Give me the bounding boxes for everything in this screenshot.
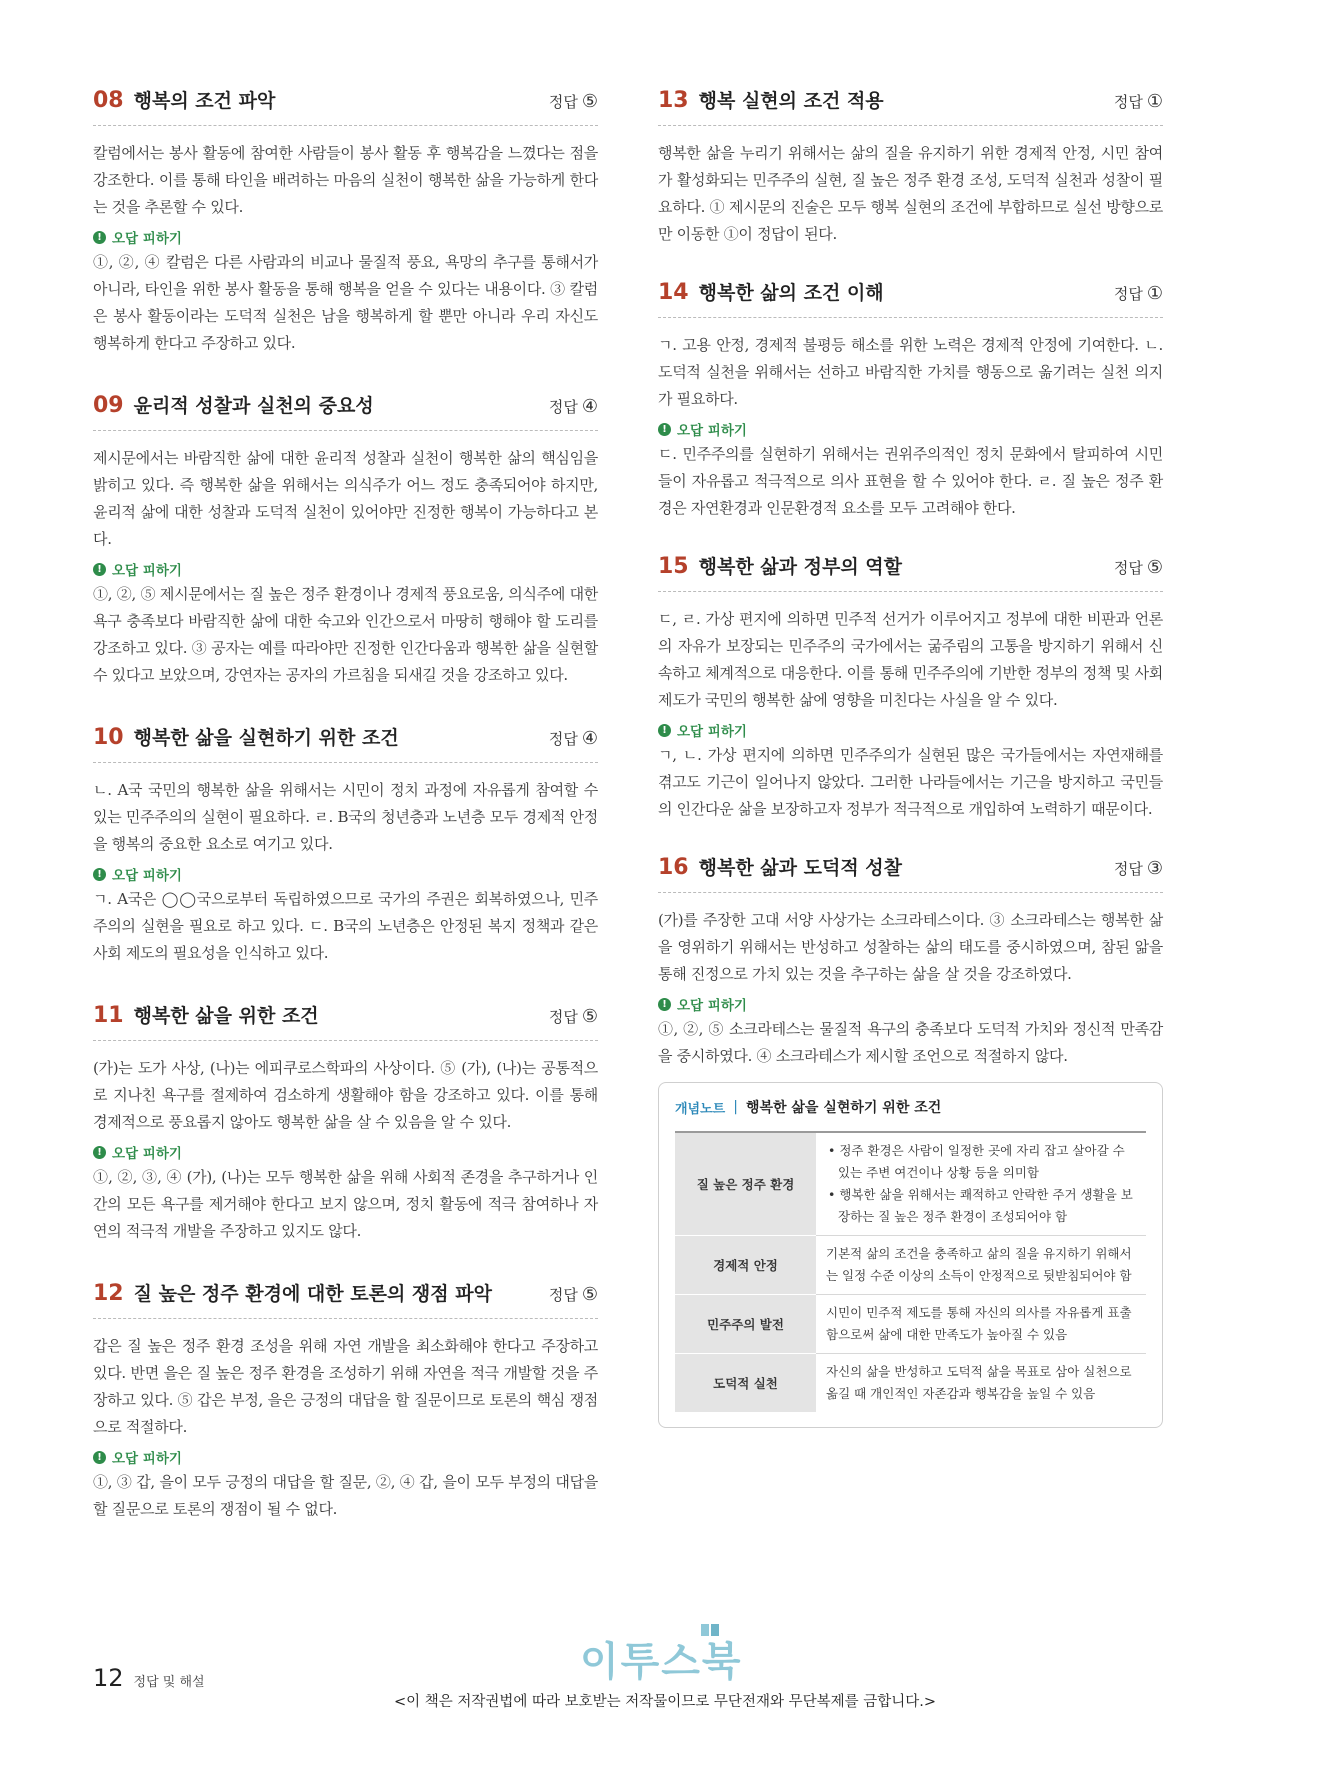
row-value: 시민이 민주적 제도를 통해 자신의 의사를 자유롭게 표출함으로써 삶에 대한 만족도가 높아질 수 있음 bbox=[816, 1295, 1146, 1354]
question-16 bbox=[658, 853, 1163, 1070]
answer bbox=[1114, 283, 1163, 304]
exclamation-icon: ! bbox=[93, 563, 106, 576]
explanation: ㄱ. 고용 안정, 경제적 불평등 해소를 위한 노력은 경제적 안정에 기여한다. ㄴ. 도덕적 실천을 위해서는 선하고 바람직한 가치를 행동으로 옮기려는 실천 의지가 필요하다. bbox=[658, 336, 1163, 408]
table-row bbox=[675, 1132, 1146, 1236]
answer-label: 정답 bbox=[1113, 559, 1143, 577]
concept-table bbox=[675, 1131, 1146, 1413]
exclamation-icon: ! bbox=[93, 231, 106, 244]
question-heading bbox=[658, 278, 884, 305]
concept-note-title: 행복한 삶을 실현하기 위한 조건 bbox=[745, 1100, 942, 1116]
question-title: 윤리적 성찰과 실천의 중요성 bbox=[133, 395, 374, 417]
avoid-label: 오답 피하기 bbox=[112, 1146, 182, 1162]
answer-mark: ⑤ bbox=[581, 1284, 598, 1305]
question-09 bbox=[93, 391, 598, 689]
question-title: 행복의 조건 파악 bbox=[133, 90, 276, 112]
answer-mark: ⑤ bbox=[581, 91, 598, 112]
avoid-explanation: ①, ②, ③, ④ (가), (나)는 모두 행복한 삶을 위해 사회적 존경을 추구하거나 인간의 모든 욕구를 제거해야 한다고 보지 않으며, 정치 활동에 적극 참여하나 자연의 적극적 개발을 주장하고 있지도 않다. bbox=[93, 1168, 598, 1240]
avoid-explanation: ①, ③ 갑, 을이 모두 긍정의 대답을 할 질문, ②, ④ 갑, 을이 모두 부정의 대답을 할 질문으로 토론의 쟁점이 될 수 없다. bbox=[93, 1473, 598, 1518]
answer bbox=[549, 91, 598, 112]
answer bbox=[549, 1284, 598, 1305]
right-column bbox=[658, 86, 1163, 1428]
question-heading bbox=[658, 552, 902, 579]
answer-label: 정답 bbox=[548, 93, 578, 111]
avoid-label: 오답 피하기 bbox=[112, 563, 182, 579]
question-title: 행복한 삶의 조건 이해 bbox=[698, 282, 884, 304]
avoid-heading bbox=[658, 994, 1163, 1014]
row-key: 도덕적 실천 bbox=[675, 1354, 816, 1413]
row-key: 질 높은 정주 환경 bbox=[675, 1132, 816, 1236]
concept-note-tag: 개념노트 bbox=[675, 1101, 726, 1117]
exclamation-icon: ! bbox=[93, 868, 106, 881]
question-title: 행복한 삶과 정부의 역할 bbox=[698, 556, 903, 578]
answer-label: 정답 bbox=[548, 398, 578, 416]
question-title: 질 높은 정주 환경에 대한 토론의 쟁점 파악 bbox=[133, 1283, 492, 1305]
row-value: 기본적 삶의 조건을 충족하고 삶의 질을 유지하기 위해서는 일정 수준 이상의 소득이 안정적으로 뒷받침되어야 함 bbox=[816, 1236, 1146, 1295]
answer bbox=[1114, 557, 1163, 578]
question-header bbox=[658, 853, 1163, 893]
question-10 bbox=[93, 723, 598, 967]
answer-mark: ⑤ bbox=[581, 1006, 598, 1027]
answer bbox=[549, 728, 598, 749]
question-header bbox=[658, 552, 1163, 592]
avoid-heading bbox=[93, 227, 598, 247]
question-08 bbox=[93, 86, 598, 357]
avoid-heading bbox=[93, 1447, 598, 1467]
question-number: 16 bbox=[658, 855, 689, 880]
avoid-heading bbox=[93, 1142, 598, 1162]
question-header bbox=[93, 86, 598, 126]
answer bbox=[1114, 858, 1163, 879]
answer-label: 정답 bbox=[1113, 285, 1143, 303]
answer-label: 정답 bbox=[1113, 93, 1143, 111]
avoid-explanation: ㄱ, ㄴ. 가상 편지에 의하면 민주주의가 실현된 많은 국가들에서는 자연재해를 겪고도 기근이 일어나지 않았다. 그러한 나라들에서는 기근을 방지하고 국민들의 인간다운 삶을 보장하고자 정부가 적극적으로 개입하여 노력하기 때문이다. bbox=[658, 746, 1163, 818]
avoid-label: 오답 피하기 bbox=[112, 868, 182, 884]
question-13 bbox=[658, 86, 1163, 248]
question-heading bbox=[93, 1279, 492, 1306]
book-icon bbox=[700, 1622, 720, 1638]
explanation: 칼럼에서는 봉사 활동에 참여한 사람들이 봉사 활동 후 행복감을 느꼈다는 점을 강조한다. 이를 통해 타인을 배려하는 마음의 실천이 행복한 삶을 가능하게 한다는 것을 추론할 수 있다. bbox=[93, 144, 598, 216]
avoid-label: 오답 피하기 bbox=[112, 1451, 182, 1467]
question-heading bbox=[658, 853, 902, 880]
avoid-explanation: ①, ②, ⑤ 소크라테스는 물질적 욕구의 충족보다 도덕적 가치와 정신적 만족감을 중시하였다. ④ 소크라테스가 제시할 조언으로 적절하지 않다. bbox=[658, 1020, 1163, 1065]
avoid-label: 오답 피하기 bbox=[677, 998, 747, 1014]
explanation: 갑은 질 높은 정주 환경 조성을 위해 자연 개발을 최소화해야 한다고 주장하고 있다. 반면 을은 질 높은 정주 환경을 조성하기 위해 자연을 적극 개발할 것을 주장하고 있다. ⑤ 갑은 부정, 을은 긍정의 대답을 할 질문이므로 토론의 핵심 쟁점으로 적절하다. bbox=[93, 1337, 598, 1436]
answer-mark: ④ bbox=[581, 396, 598, 417]
table-row bbox=[675, 1236, 1146, 1295]
question-heading bbox=[93, 391, 374, 418]
question-heading bbox=[658, 86, 884, 113]
avoid-explanation: ①, ②, ④ 칼럼은 다른 사람과의 비교나 물질적 풍요, 욕망의 추구를 통해서가 아니라, 타인을 위한 봉사 활동을 통해 행복을 얻을 수 있다는 내용이다. ③ 칼럼은 봉사 활동이라는 도덕적 실천은 남을 행복하게 할 뿐만 아니라 우리 자신도 행복하게 한다고 주장하고 있다. bbox=[93, 253, 598, 352]
avoid-explanation: ㄱ. A국은 ◯◯국으로부터 독립하였으므로 국가의 주권은 회복하였으나, 민주주의의 실현을 필요로 하고 있다. ㄷ. B국의 노년층은 안정된 복지 정책과 같은 사회 제도의 필요성을 인식하고 있다. bbox=[93, 890, 598, 962]
copyright-notice: <이 책은 저작권법에 따라 보호받는 저작물이므로 무단전재와 무단복제를 금합니다.> bbox=[393, 1694, 937, 1710]
avoid-heading bbox=[658, 419, 1163, 439]
question-number: 09 bbox=[93, 393, 124, 418]
question-number: 15 bbox=[658, 554, 689, 579]
question-heading bbox=[93, 86, 275, 113]
question-number: 08 bbox=[93, 88, 124, 113]
question-number: 10 bbox=[93, 725, 124, 750]
table-row bbox=[675, 1354, 1146, 1413]
answer-label: 정답 bbox=[548, 1286, 578, 1304]
question-heading bbox=[93, 1001, 319, 1028]
explanation: 행복한 삶을 누리기 위해서는 삶의 질을 유지하기 위한 경제적 안정, 시민 참여가 활성화되는 민주주의 실현, 질 높은 정주 환경 조성, 도덕적 실천과 성찰이 필요하다. ① 제시문의 진술은 모두 행복 실현의 조건에 부합하므로 실선 방향으로만 이동한 ①이 정답이 된다. bbox=[658, 144, 1163, 243]
question-title: 행복한 삶을 위한 조건 bbox=[133, 1005, 319, 1027]
avoid-heading bbox=[658, 720, 1163, 740]
exclamation-icon: ! bbox=[658, 423, 671, 436]
question-header bbox=[658, 86, 1163, 126]
concept-note bbox=[658, 1082, 1163, 1428]
question-number: 11 bbox=[93, 1003, 124, 1028]
question-number: 12 bbox=[93, 1281, 124, 1306]
table-row bbox=[675, 1295, 1146, 1354]
page-footer bbox=[93, 1664, 205, 1692]
answer-mark: ③ bbox=[1146, 858, 1163, 879]
page-label: 정답 및 해설 bbox=[133, 1675, 205, 1690]
question-12 bbox=[93, 1279, 598, 1523]
avoid-heading bbox=[93, 864, 598, 884]
row-value: 자신의 삶을 반성하고 도덕적 삶을 목표로 삼아 실천으로 옮길 때 개인적인 자존감과 행복감을 높일 수 있음 bbox=[826, 1364, 1132, 1401]
question-header bbox=[93, 391, 598, 431]
exclamation-icon: ! bbox=[93, 1451, 106, 1464]
question-11 bbox=[93, 1001, 598, 1245]
avoid-heading bbox=[93, 559, 598, 579]
exclamation-icon: ! bbox=[93, 1146, 106, 1159]
exclamation-icon: ! bbox=[658, 998, 671, 1011]
answer bbox=[1114, 91, 1163, 112]
question-title: 행복 실현의 조건 적용 bbox=[698, 90, 884, 112]
answer-mark: ④ bbox=[581, 728, 598, 749]
avoid-explanation: ①, ②, ⑤ 제시문에서는 질 높은 정주 환경이나 경제적 풍요로움, 의식주에 대한 욕구 충족보다 바람직한 삶에 대한 숙고와 인간으로서 마땅히 행해야 할 도리를 강조하고 있다. ③ 공자는 예를 따라야만 진정한 인간다움과 행복한 삶을 실현할 수 있다고 보았으며, 강연자는 공자의 가르침을 되새길 것을 강조하고 있다. bbox=[93, 585, 598, 684]
publisher-logo: 이투스북 bbox=[580, 1639, 743, 1685]
row-key: 민주주의 발전 bbox=[675, 1295, 816, 1354]
question-heading bbox=[93, 723, 399, 750]
page-number: 12 bbox=[93, 1664, 124, 1692]
answer-mark: ① bbox=[1146, 283, 1163, 304]
explanation: (가)를 주장한 고대 서양 사상가는 소크라테스이다. ③ 소크라테스는 행복한 삶을 영위하기 위해서는 반성하고 성찰하는 삶의 태도를 중시하였으며, 참된 앎을 통해 진정으로 가치 있는 것을 추구하는 삶을 살 것을 강조하였다. bbox=[658, 911, 1163, 983]
question-number: 13 bbox=[658, 88, 689, 113]
row-key: 경제적 안정 bbox=[675, 1236, 816, 1295]
answer-label: 정답 bbox=[548, 1008, 578, 1026]
question-number: 14 bbox=[658, 280, 689, 305]
question-header bbox=[93, 1001, 598, 1041]
answer-mark: ① bbox=[1146, 91, 1163, 112]
concept-note-header bbox=[675, 1097, 1146, 1117]
answer-mark: ⑤ bbox=[1146, 557, 1163, 578]
divider: | bbox=[733, 1099, 738, 1115]
answer bbox=[549, 1006, 598, 1027]
avoid-label: 오답 피하기 bbox=[112, 231, 182, 247]
explanation: (가)는 도가 사상, (나)는 에피쿠로스학파의 사상이다. ⑤ (가), (나)는 공통적으로 지나친 욕구를 절제하여 검소하게 생활해야 함을 강조하고 있다. 이를 통해 경제적으로 풍요롭지 않아도 행복한 삶을 살 수 있음을 알 수 있다. bbox=[93, 1059, 598, 1131]
question-title: 행복한 삶을 실현하기 위한 조건 bbox=[133, 727, 399, 749]
row-value bbox=[816, 1132, 1146, 1236]
exclamation-icon: ! bbox=[658, 724, 671, 737]
question-14 bbox=[658, 278, 1163, 522]
avoid-label: 오답 피하기 bbox=[677, 423, 747, 439]
question-header bbox=[658, 278, 1163, 318]
explanation: 제시문에서는 바람직한 삶에 대한 윤리적 성찰과 실천이 행복한 삶의 핵심임을 밝히고 있다. 즉 행복한 삶을 위해서는 의식주가 어느 정도 충족되어야 하지만, 윤리적 삶에 대한 성찰과 도덕적 실천이 있어야만 진정한 행복이 가능하다고 본다. bbox=[93, 449, 598, 548]
question-header bbox=[93, 1279, 598, 1319]
left-column bbox=[93, 86, 598, 1523]
answer-label: 정답 bbox=[1113, 860, 1143, 878]
avoid-label: 오답 피하기 bbox=[677, 724, 747, 740]
explanation: ㄴ. A국 국민의 행복한 삶을 위해서는 시민이 정치 과정에 자유롭게 참여할 수 있는 민주주의의 실현이 필요하다. ㄹ. B국의 청년층과 노년층 모두 경제적 안정을 행복의 중요한 요소로 여기고 있다. bbox=[93, 781, 598, 853]
answer-label: 정답 bbox=[548, 730, 578, 748]
question-header bbox=[93, 723, 598, 763]
explanation: ㄷ, ㄹ. 가상 편지에 의하면 민주적 선거가 이루어지고 정부에 대한 비판과 언론의 자유가 보장되는 민주주의 국가에서는 굶주림의 고통을 방지하기 위해서 신속하고 체계적으로 대응한다. 이를 통해 민주주의에 기반한 정부의 정책 및 사회 제도가 국민의 행복한 삶에 영향을 미친다는 사실을 알 수 있다. bbox=[658, 610, 1163, 709]
question-15 bbox=[658, 552, 1163, 823]
question-title: 행복한 삶과 도덕적 성찰 bbox=[698, 857, 903, 879]
avoid-explanation: ㄷ. 민주주의를 실현하기 위해서는 권위주의적인 정치 문화에서 탈피하여 시민들이 자유롭고 적극적으로 의사 표현을 할 수 있어야 한다. ㄹ. 질 높은 정주 환경은 자연환경과 인문환경적 요소를 모두 고려해야 한다. bbox=[658, 445, 1163, 517]
bullet-item: • 행복한 삶을 위해서는 쾌적하고 안락한 주거 생활을 보장하는 질 높은 정주 환경이 조성되어야 함 bbox=[828, 1187, 1133, 1224]
answer bbox=[549, 396, 598, 417]
bullet-item: • 정주 환경은 사람이 일정한 곳에 자리 잡고 살아갈 수 있는 주변 여건이나 상황 등을 의미함 bbox=[828, 1143, 1125, 1180]
